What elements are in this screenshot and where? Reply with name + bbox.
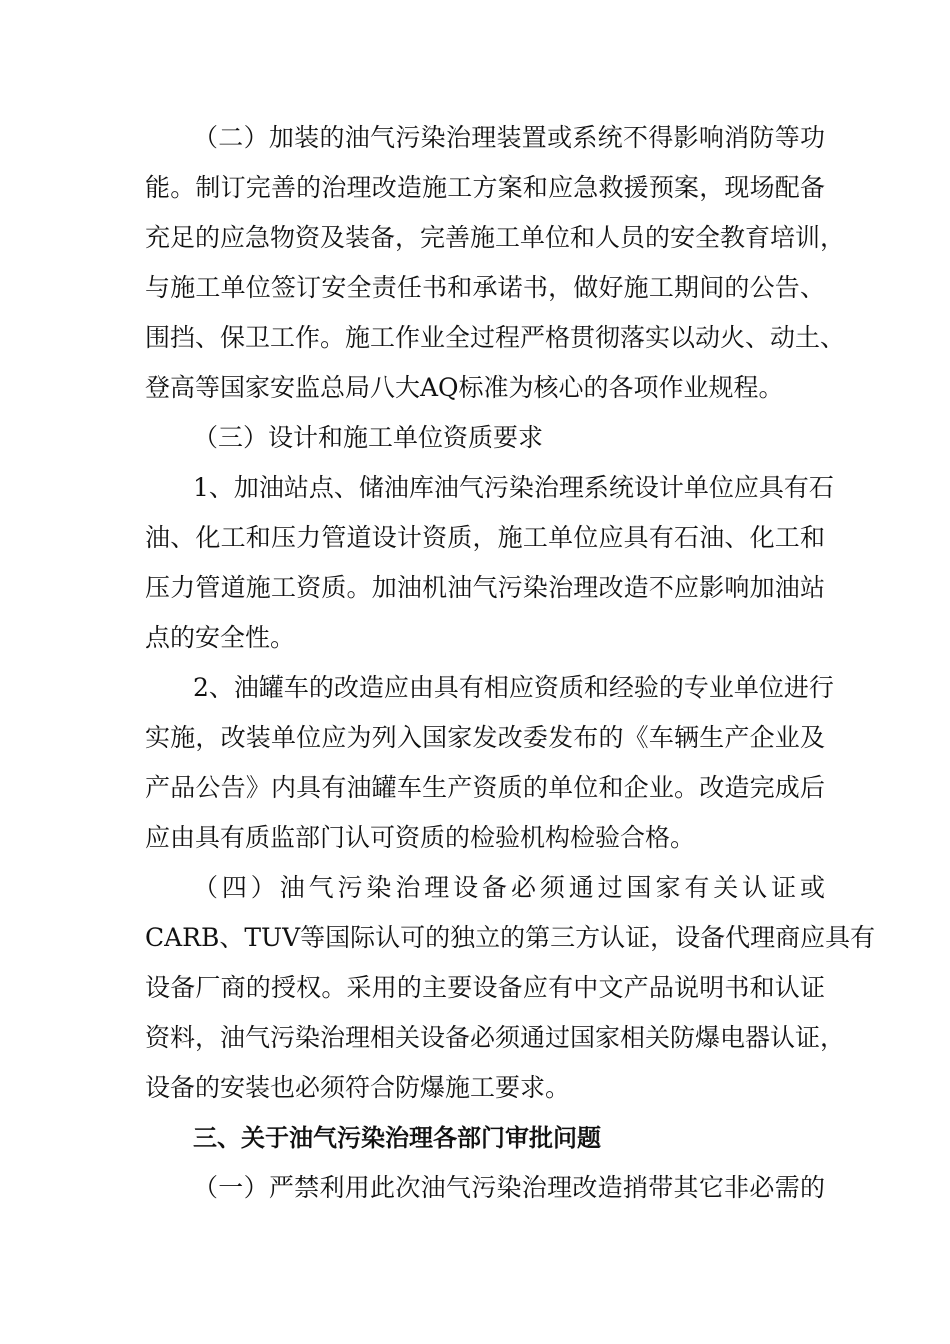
paragraph-4-line-2: CARB、TUV等国际认可的独立的第三方认证，设备代理商应具有 — [145, 923, 876, 952]
item-1-line-4: 点的安全性。 — [145, 623, 296, 652]
item-1-line-1: 1、加油站点、储油库油气污染治理系统设计单位应具有石 — [193, 473, 834, 502]
subsection-3-title: （三）设计和施工单位资质要求 — [193, 423, 544, 452]
section-3-paragraph-1-line-1: （一）严禁利用此次油气污染治理改造捎带其它非必需的 — [193, 1173, 825, 1202]
item-2-line-3: 产品公告》内具有油罐车生产资质的单位和企业。改造完成后 — [145, 773, 825, 802]
paragraph-4-line-3: 设备厂商的授权。采用的主要设备应有中文产品说明书和认证 — [145, 973, 825, 1002]
item-1-line-3: 压力管道施工资质。加油机油气污染治理改造不应影响加油站 — [145, 573, 825, 602]
item-2-line-1: 2、油罐车的改造应由具有相应资质和经验的专业单位进行 — [193, 673, 834, 702]
item-2-line-4: 应由具有质监部门认可资质的检验机构检验合格。 — [145, 823, 696, 852]
paragraph-2-line-3: 充足的应急物资及装备，完善施工单位和人员的安全教育培训， — [145, 223, 846, 252]
paragraph-4-line-5: 设备的安装也必须符合防爆施工要求。 — [145, 1073, 571, 1102]
paragraph-4-line-4: 资料，油气污染治理相关设备必须通过国家相关防爆电器认证， — [145, 1023, 846, 1052]
paragraph-2-line-1: （二）加装的油气污染治理装置或系统不得影响消防等功 — [193, 123, 825, 152]
paragraph-2-line-6: 登高等国家安监总局八大AQ标准为核心的各项作业规程。 — [145, 373, 784, 402]
paragraph-2-line-5: 围挡、保卫工作。施工作业全过程严格贯彻落实以动火、动土、 — [145, 323, 846, 352]
item-2-line-2: 实施，改装单位应为列入国家发改委发布的《车辆生产企业及 — [145, 723, 825, 752]
section-3-heading: 三、关于油气污染治理各部门审批问题 — [193, 1124, 601, 1152]
paragraph-2-line-4: 与施工单位签订安全责任书和承诺书，做好施工期间的公告、 — [145, 273, 825, 302]
paragraph-4-line-1: （四）油气污染治理设备必须通过国家有关认证或 — [193, 873, 825, 902]
item-1-line-2: 油、化工和压力管道设计资质，施工单位应具有石油、化工和 — [145, 523, 825, 552]
paragraph-2-line-2: 能。制订完善的治理改造施工方案和应急救援预案，现场配备 — [145, 173, 825, 202]
